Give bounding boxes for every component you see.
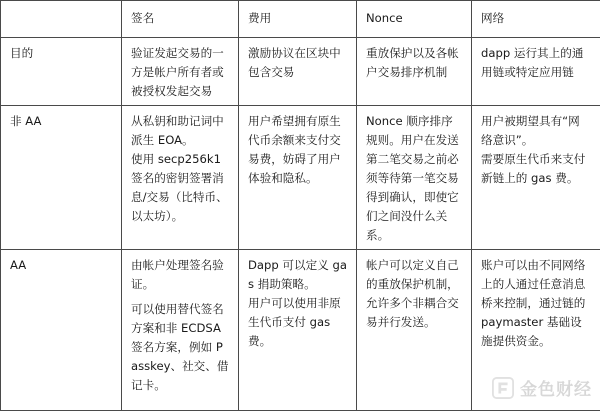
watermark bbox=[492, 375, 592, 400]
table-cell bbox=[472, 106, 600, 250]
watermark-text: 金色财经 bbox=[520, 375, 592, 400]
cell-paragraph: dapp 运行其上的通用链或特定应用链 bbox=[481, 44, 591, 82]
table-cell bbox=[357, 250, 472, 411]
table-row bbox=[1, 38, 600, 106]
cell-paragraph: 需要原生代币来支付新链上的 gas 费。 bbox=[481, 150, 591, 188]
header-cell-nonce: Nonce bbox=[357, 1, 472, 38]
header-cell-fee: 费用 bbox=[239, 1, 357, 38]
row-label: 非 AA bbox=[1, 106, 122, 250]
cell-paragraph: 可以使用替代签名方案和非 ECDSA 签名方案，例如 Passkey、社交、借记卡。 bbox=[131, 300, 229, 395]
table-cell bbox=[239, 106, 357, 250]
cell-paragraph: 使用 secp256k1 签名的密钥签署消息/交易（比特币、以太坊）。 bbox=[131, 150, 229, 226]
header-row bbox=[1, 1, 600, 38]
header-cell-empty bbox=[1, 1, 122, 38]
cell-paragraph: Nonce 顺序排序规则。用户在发送第二笔交易之前必须等待第一笔交易得到确认，即使它们之间没什么关系。 bbox=[366, 112, 462, 245]
cell-paragraph: 验证发起交易的一方是帐户所有者或被授权发起交易 bbox=[131, 44, 229, 101]
cell-paragraph: 账户可以由不同网络上的人通过任意消息桥来控制，通过链的 paymaster 基础设施提供资金。 bbox=[481, 256, 591, 351]
table-cell bbox=[122, 250, 239, 411]
cell-paragraph: 由帐户处理签名验证。 bbox=[131, 256, 229, 294]
row-label: AA bbox=[1, 250, 122, 411]
table-row bbox=[1, 106, 600, 250]
table-cell bbox=[357, 106, 472, 250]
cell-paragraph: Dapp 可以定义 gas 捐助策略。 bbox=[248, 256, 347, 294]
table-cell bbox=[122, 106, 239, 250]
cell-paragraph: 用户可以使用非原生代币支付 gas 费。 bbox=[248, 294, 347, 351]
header-cell-signature: 签名 bbox=[122, 1, 239, 38]
table-cell bbox=[239, 38, 357, 106]
cell-paragraph: 重放保护以及各帐户交易排序机制 bbox=[366, 44, 462, 82]
cell-paragraph: 从私钥和助记词中派生 EOA。 bbox=[131, 112, 229, 150]
cell-paragraph: 激励协议在区块中包含交易 bbox=[248, 44, 347, 82]
table-cell bbox=[122, 38, 239, 106]
table-cell bbox=[357, 38, 472, 106]
header-cell-network: 网络 bbox=[472, 1, 600, 38]
table-cell bbox=[239, 250, 357, 411]
cell-paragraph: 帐户可以定义自己的重放保护机制，允许多个非耦合交易并行发送。 bbox=[366, 256, 462, 332]
cell-paragraph: 用户被期望具有“网络意识”。 bbox=[481, 112, 591, 150]
row-label: 目的 bbox=[1, 38, 122, 106]
jinse-logo-icon bbox=[492, 377, 514, 399]
cell-paragraph: 用户希望拥有原生代币余额来支付交易费，妨碍了用户体验和隐私。 bbox=[248, 112, 347, 188]
table-cell bbox=[472, 38, 600, 106]
